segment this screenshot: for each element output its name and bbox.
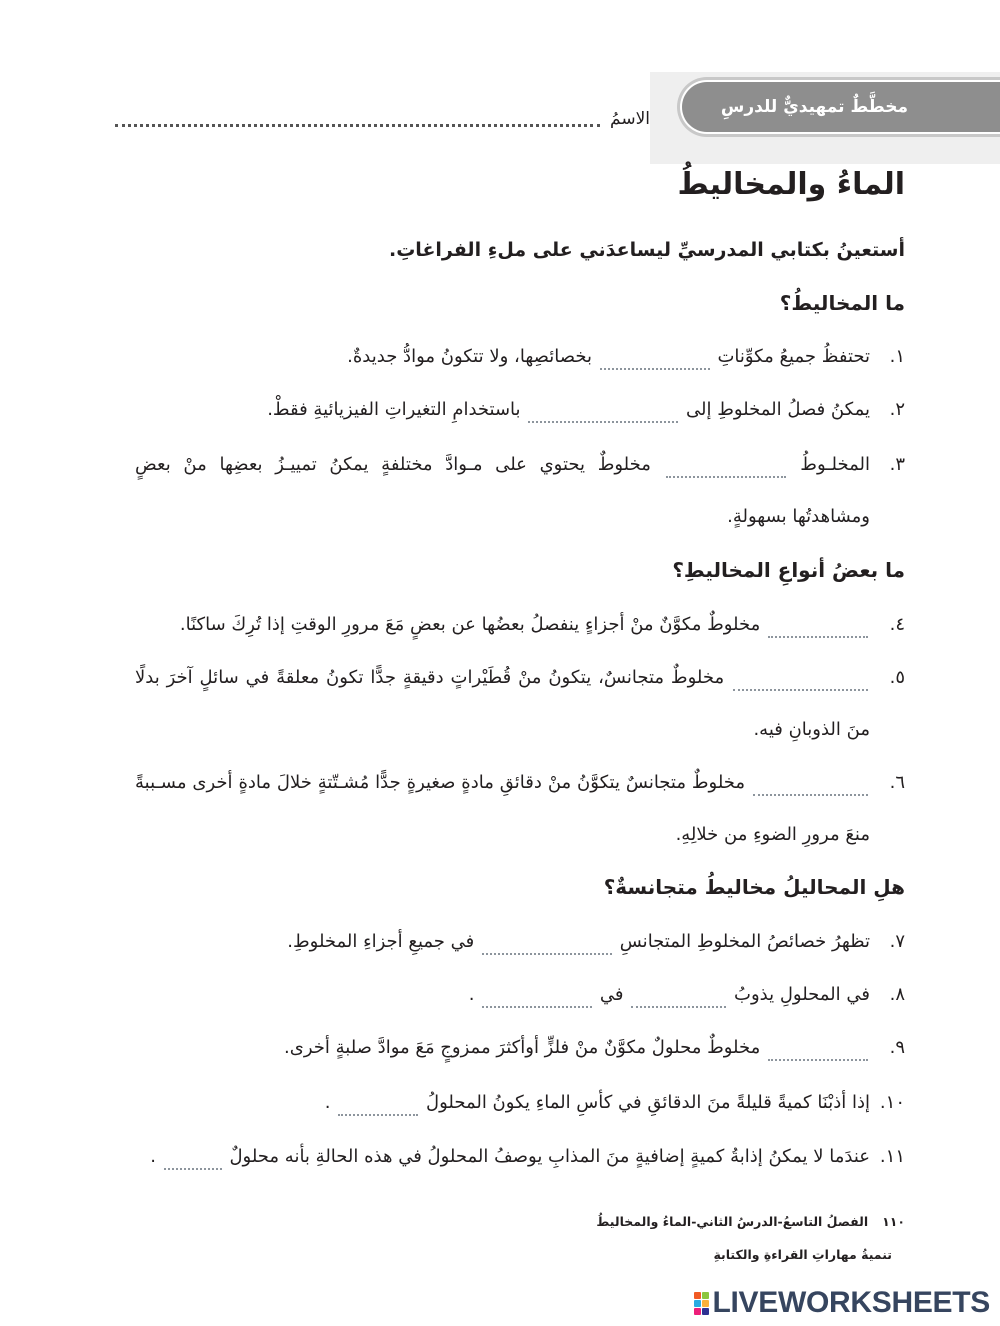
section-heading: هلِ المحاليلُ مخاليطُ متجانسةٌ؟ [603, 875, 905, 899]
liveworksheets-logo[interactable] [694, 1284, 991, 1322]
answer-blank-2[interactable] [482, 984, 592, 1008]
logo-text: LIVEWORKSHEETS [712, 1286, 990, 1319]
answer-blank[interactable] [338, 1092, 418, 1116]
question-text-before: يمكنُ فصلُ المخلوطِ إلى [686, 399, 870, 420]
answer-blank[interactable] [733, 667, 868, 691]
question-text-after: مخلوطٌ مكوَّنٌ منْ أجزاءٍ ينفصلُ بعضُها عن بعضٍ مَعَ مرورِ الوقتِ إذا تُرِكَ ساكنًا. [179, 614, 761, 635]
name-line [115, 124, 600, 127]
question-text-after: بخصائصِها، ولا تتكونُ موادُّ جديدةٌ. [347, 346, 592, 367]
question-6 [135, 757, 905, 861]
page-number: ١١٠ [882, 1214, 905, 1229]
question-text-before: تحتفظُ جميعُ مكوِّناتِ [717, 346, 870, 367]
question-number: ١. [889, 346, 905, 367]
question-3 [135, 439, 905, 543]
question-9 [135, 1022, 905, 1074]
lesson-tab [677, 77, 1000, 137]
question-text-after: باستخدامِ التغيراتِ الفيزيائيةِ فقطْ. [267, 399, 521, 420]
question-number: ٧. [889, 931, 905, 952]
question-number: ١٠. [879, 1092, 905, 1113]
lesson-tab-inner [680, 80, 1000, 134]
answer-blank[interactable] [753, 772, 868, 796]
question-7 [135, 916, 905, 968]
question-text-before: تظهرُ خصائصُ المخلوطِ المتجانسِ [619, 931, 870, 952]
question-text-after: مخلوطٌ متجانسٌ يتكوَّنُ منْ دقائقِ مادةٍ صغيرةٍ جدًّا مُشـتّتةٍ خلالَ مادةٍ أخرى مسـببةً منعَ مرورِ الضوءِ من خلالِهِ. [135, 772, 870, 845]
question-8 [135, 969, 905, 1021]
answer-blank[interactable] [482, 931, 612, 955]
question-text-after: . [150, 1146, 156, 1167]
lesson-tab-title: مخطَّطٌ تمهيديٌّ للدرسِ [720, 97, 908, 117]
instructions: أستعينُ بكتابي المدرسيِّ ليساعدَني على ملءِ الفراغاتِ. [389, 239, 905, 261]
question-number: ٦. [889, 772, 905, 793]
question-5 [135, 652, 905, 756]
question-10 [135, 1077, 905, 1129]
question-text-middle: في [599, 984, 624, 1005]
footer-chapter: الفصلُ التاسعُ-الدرسُ الثاني-الماءُ والمخاليطُ [596, 1214, 869, 1229]
question-2 [135, 384, 905, 436]
question-text-before: عندَما لا يمكنُ إذابةُ كميةٍ إضافيةٍ منَ المذابِ يوصفُ المحلولُ في هذه الحالةِ بأنه محلولٌ [229, 1146, 870, 1167]
question-number: ١١. [879, 1146, 905, 1167]
answer-blank[interactable] [631, 984, 726, 1008]
answer-blank[interactable] [666, 454, 786, 478]
section-heading: ما بعضُ أنواعِ المخاليطِ؟ [672, 558, 905, 582]
name-label: الاسمُ [610, 109, 650, 129]
question-text-after: مخلوطٌ متجانسٌ، يتكونُ منْ قُطَيْراتٍ دقيقةٍ جدًّا تكونُ معلقةً في سائلٍ آخرَ بدلًا منَ الذوبانِ فيه. [135, 667, 870, 740]
question-number: ٤. [889, 614, 905, 635]
question-text-before: المخلـوطُ [800, 454, 870, 475]
question-number: ٨. [889, 984, 905, 1005]
answer-blank[interactable] [768, 1037, 868, 1061]
question-text-before: إذا أذبْنَا كميةً قليلةً منَ الدقائقِ في كأسِ الماءِ يكونُ المحلولُ [425, 1092, 870, 1113]
question-number: ٩. [889, 1037, 905, 1058]
answer-blank[interactable] [600, 346, 710, 370]
question-text-after: . [324, 1092, 331, 1113]
question-text-before: في المحلولِ يذوبُ [734, 984, 870, 1005]
question-1 [135, 331, 905, 383]
question-text-after: مخلوطٌ يحتوي على مـوادَّ مختلفةٍ يمكنُ تمييـزُ بعضِها منْ بعضٍ ومشاهدتُها بسهولةٍ. [135, 454, 870, 527]
question-4 [135, 599, 905, 651]
answer-blank[interactable] [768, 614, 868, 638]
footer-series: تنميةُ مهاراتِ القراءةِ والكتابةِ [713, 1247, 892, 1262]
liveworksheets-blocks-icon [694, 1292, 709, 1315]
question-number: ٢. [889, 399, 905, 420]
section-heading: ما المخاليطُ؟ [779, 291, 905, 315]
question-text-after: في جميعِ أجزاءِ المخلوطِ. [287, 931, 475, 952]
answer-blank[interactable] [528, 399, 678, 423]
page-title: الماءُ والمخاليطُ [677, 167, 905, 202]
question-text-after: مخلوطٌ محلولٌ مكوَّنٌ منْ فلزٍّ أوأكثرَ ممزوجٍ مَعَ موادَّ صلبةٍ أخرى. [284, 1037, 761, 1058]
question-11 [135, 1131, 905, 1183]
footer-chapter-line [596, 1210, 905, 1234]
answer-blank[interactable] [164, 1146, 222, 1170]
question-text-after: . [468, 984, 475, 1005]
question-number: ٣. [889, 454, 905, 475]
question-number: ٥. [889, 667, 905, 688]
